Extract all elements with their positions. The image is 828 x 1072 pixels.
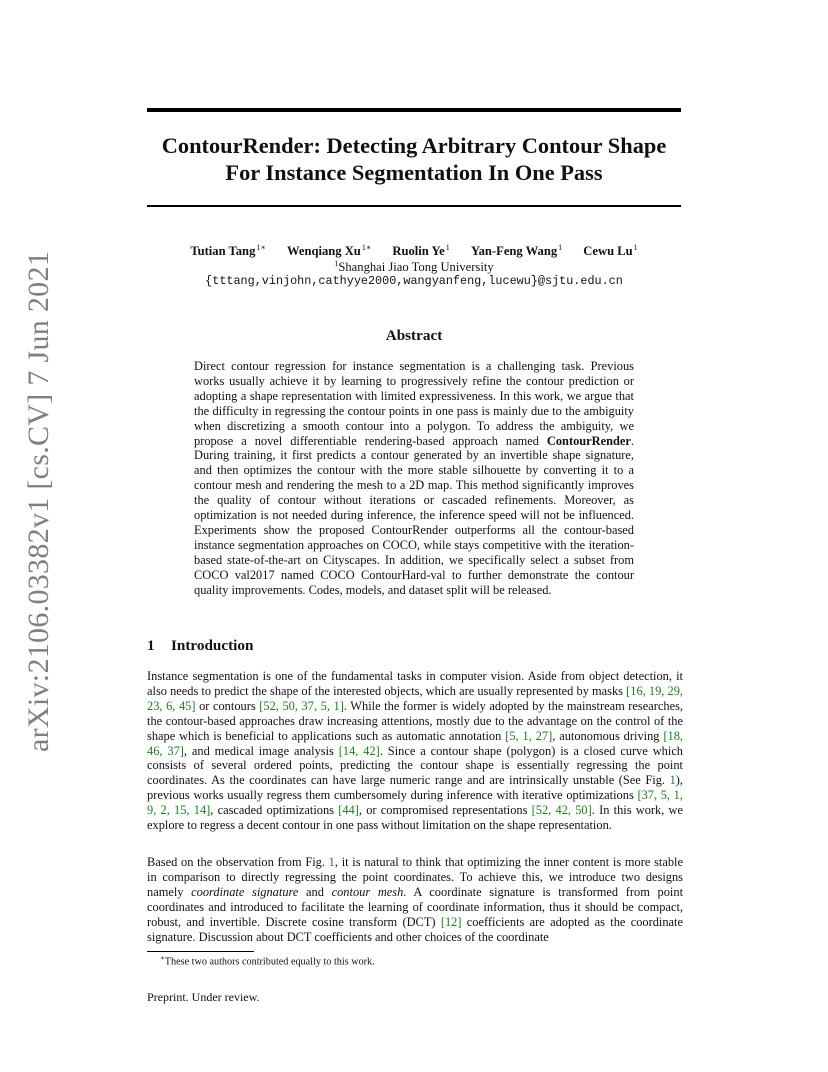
author: Yan-Feng Wang$^1$ <box>470 243 563 259</box>
citation-link[interactable]: [37, 5, 1, 9, 2, 15, 14] <box>147 788 683 818</box>
citation-link[interactable]: [16, 19, 29, 23, 6, 45] <box>147 683 683 713</box>
section-heading: 1 Introduction <box>147 637 254 654</box>
citation-link[interactable]: [44] <box>338 803 359 818</box>
arxiv-identifier: arXiv:2106.03382v1 [cs.CV] 7 Jun 2021 <box>22 250 55 752</box>
author: Ruolin Ye$^1$ <box>392 243 450 259</box>
abstract-heading: Abstract <box>385 327 443 344</box>
author-emails: {tttang,vinjohn,cathyye2000,wangyanfeng,lucewu}@sjtu.edu.cn <box>205 274 623 288</box>
intro-paragraph-1: Instance segmentation is one of the fundamental tasks in computer vision. Aside from object detection, it also needs to predict the shape of the interested objects, which are usually represented by masks [16, 19, 29, 23, 6, 45] or contours [52, 50, 37, 5, 1]. While the former is widely adopted by the mainstream researches, the contour-based approaches draw increasing attentions, mostly due to the advantage on the control of the shape which is beneficial to applications such as automatic annotation [5, 1, 27], autonomous driving [18, 46, 37], and medical image analysis [14, 42]. Since a contour shape (polygon) is a closed curve which consists of several ordered points, predicting the contour shape is essentially regressing the point coordinates. As the coordinates can have large numeric range and are intrinsically unstable (See Fig. 1), previous works usually regress them cumbersomely during inference with iterative optimizations [37, 5, 1, 9, 2, 15, 14], cascaded optimizations [44], or compromised representations [52, 42, 50]. In this work, we explore to regress a decent contour in one pass without limitation on the shape representation. <box>147 669 684 833</box>
title-line-1: ContourRender: Detecting Arbitrary Contour Shape <box>161 133 667 158</box>
paper-title <box>120 132 708 186</box>
citation-link[interactable]: [5, 1, 27] <box>505 728 553 743</box>
author: Tutian Tang$^{1∗}$ <box>190 243 266 259</box>
citation-link[interactable]: [14, 42] <box>338 743 380 758</box>
preprint-note: Preprint. Under review. <box>147 990 260 1004</box>
citation-link[interactable]: [52, 42, 50] <box>531 803 592 818</box>
author: Cewu Lu$^1$ <box>583 243 638 259</box>
author: Wenqiang $Xu^{1∗}$ <box>286 243 372 259</box>
title-bottom-rule <box>147 205 681 207</box>
affiliation: $^1$Shanghai Jiao Tong University <box>334 259 494 275</box>
abstract-text: Direct contour regression for instance segmentation is a challenging task. Previous works usually achieve it by learning to progressively refine the contour prediction or adopting a shape representation with limited expressiveness. In this work, we argue that the difficulty in regressing the contour points in one pass is mainly due to the ambiguity when discretizing a smooth contour into a polygon. To address the ambiguity, we propose a novel differentiable rendering-based approach named ContourRender. During training, it first predicts a contour generated by an invertible shape signature, and then optimizes the contour with the more stable silhouette by converting it to a contour mesh and rendering the mesh to a 2D map. This method significantly improves the quality of contour without iterations or cascaded refinements. Moreover, as optimization is not needed during inference, the inference speed will not be influenced. Experiments show the proposed ContourRender outperforms all the contour-based instance segmentation approaches on COCO, while stays competitive with the iteration-based state-of-the-art on Cityscapes. In addition, we specifically select a subset from COCO val2017 named COCO ContourHard-val to further demonstrate the contour quality improvements. Codes, models, and dataset split will be released. <box>194 359 634 597</box>
citation-link[interactable]: [18, 46, 37] <box>147 728 683 758</box>
intro-paragraph-2: Based on the observation from Fig. 1, it is natural to think that optimizing the inner content is more stable in comparison to directly regressing the point coordinates. To achieve this, we introduce two designs namely coordinate signature and contour mesh. A coordinate signature is transformed from point coordinates and introduced to facilitate the learning of coordinate information, thus it should be compact, robust, and invertible. Discrete cosine transform (DCT) [12] coefficients are adopted as the coordinate signature. Discussion about DCT coefficients and other choices of the coordinate <box>147 855 684 944</box>
top-rule <box>147 108 681 112</box>
figure-link[interactable]: 1 <box>328 855 335 869</box>
citation-link[interactable]: [12] <box>440 914 462 929</box>
footnote-rule <box>147 951 254 952</box>
title-line-2: For Instance Segmentation In One Pass <box>225 160 603 185</box>
author-list <box>140 243 688 259</box>
citation-link[interactable]: [52, 50, 37, 5, 1] <box>259 698 344 713</box>
figure-link[interactable]: 1 <box>669 773 676 788</box>
footnote: ∗These two authors contributed equally to this work. <box>160 954 375 968</box>
